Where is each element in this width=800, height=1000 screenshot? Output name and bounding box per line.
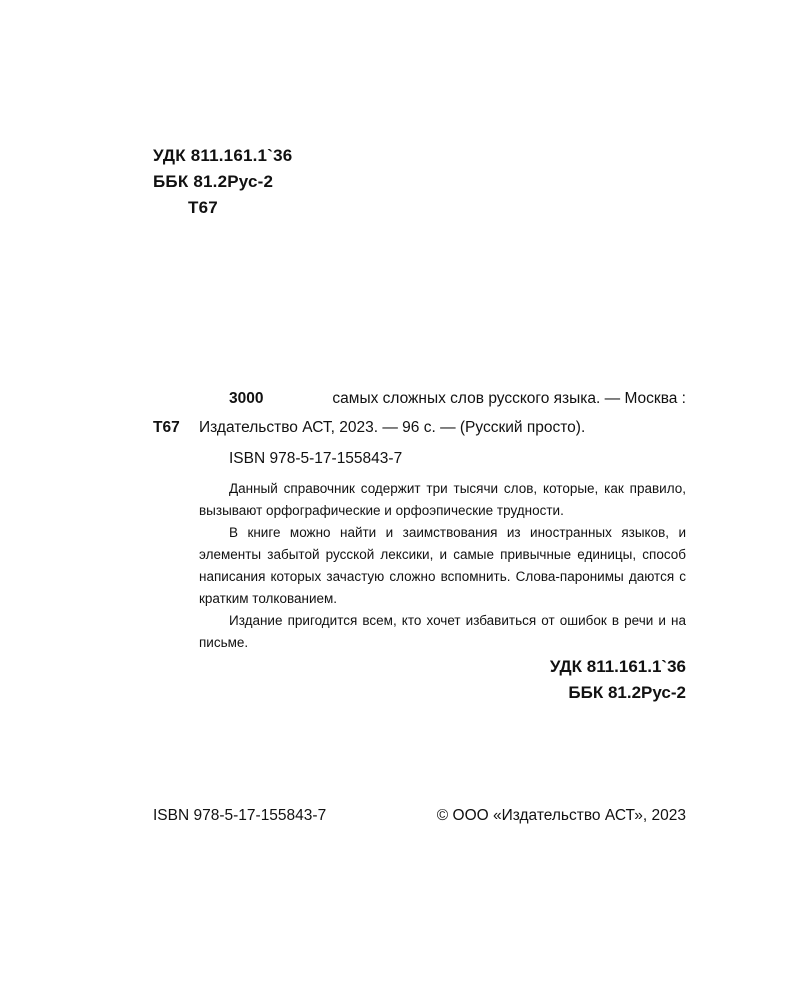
title-line [229, 390, 686, 408]
title-rest: самых сложных слов русского языка. — Москва : [332, 390, 686, 407]
bbk-code: ББК 81.2Рус-2 [153, 172, 274, 191]
title-number: 3000 [229, 390, 264, 407]
footer-isbn: ISBN 978-5-17-155843-7 [153, 807, 327, 824]
isbn-line: ISBN 978-5-17-155843-7 [229, 450, 403, 467]
bbk-code-right: ББК 81.2Рус-2 [568, 683, 686, 702]
annotation-paragraph: Данный справочник содержит три тысячи слов, которые, как правило, вызывают орфографические и орфоэпические трудности. [199, 481, 686, 518]
annotation-paragraph: Издание пригодится всем, кто хочет избавиться от ошибок в речи и на письме. [199, 613, 686, 650]
publisher-line: Издательство АСТ, 2023. — 96 с. — (Русский просто). [199, 419, 586, 436]
author-mark-left: Т67 [153, 419, 180, 436]
udk-code-right: УДК 811.161.1`36 [549, 657, 686, 676]
author-mark: Т67 [188, 198, 218, 217]
udk-code: УДК 811.161.1`36 [153, 146, 293, 165]
annotation [199, 478, 686, 654]
copyright-notice: © ООО «Издательство АСТ», 2023 [436, 807, 686, 824]
annotation-paragraph: В книге можно найти и заимствования из иностранных языков, и элементы забытой русской лексики, и самые привычные единицы, способ написания которых зачастую сложно вспомнить. Слова-паронимы даются с кратким толкованием. [199, 525, 686, 606]
